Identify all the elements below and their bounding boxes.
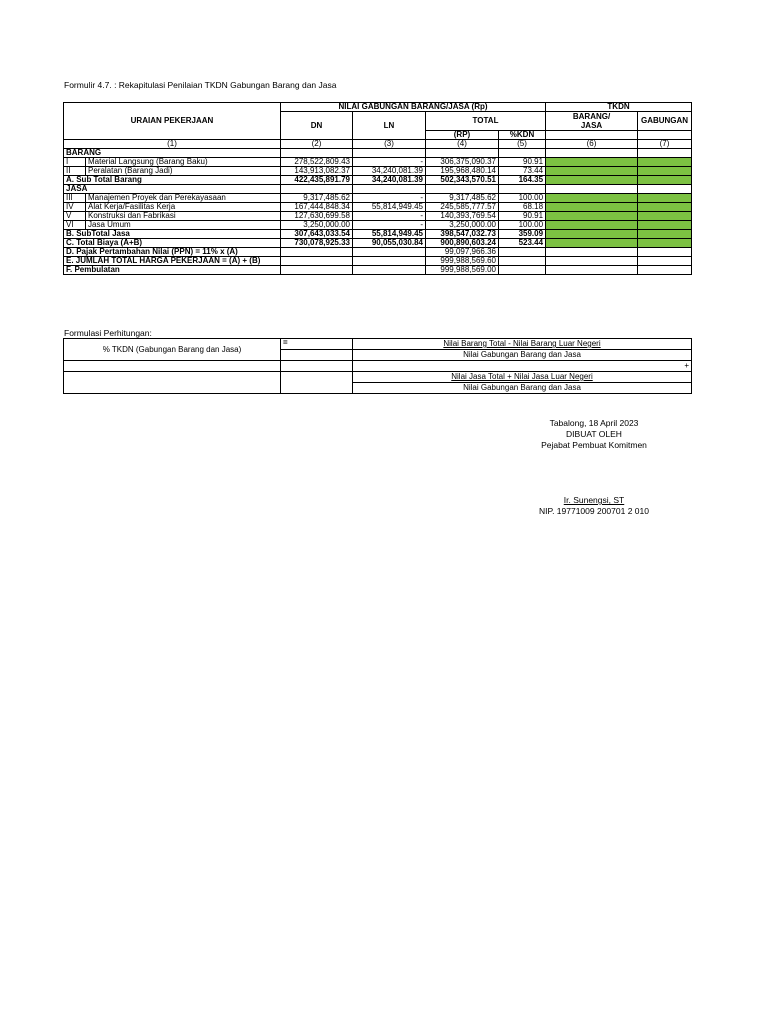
formula-1-numerator: Nilai Barang Total - Nilai Barang Luar Negeri: [353, 339, 692, 350]
section-barang: BARANG: [64, 149, 86, 158]
col-number-7: (7): [638, 140, 692, 149]
header-gabungan: GABUNGAN: [638, 112, 692, 131]
formula-2-numerator: Nilai Jasa Total + Nilai Jasa Luar Negeri: [353, 372, 692, 383]
col-number-4: (4): [426, 140, 499, 149]
header-ln: LN: [353, 112, 426, 140]
tkdn-fill-cell: [546, 230, 638, 239]
plus-sign: +: [353, 361, 692, 372]
header-nilai-gabungan: NILAI GABUNGAN BARANG/JASA (Rp): [281, 103, 546, 112]
header-uraian: URAIAN PEKERJAAN: [64, 103, 281, 140]
tkdn-fill-cell: [638, 167, 692, 176]
tkdn-fill-cell: [546, 203, 638, 212]
formula-table: [63, 338, 692, 394]
table-row: III Manajemen Proyek dan Perekayasaan 9,317,485.62 - 9,317,485.62 100.00: [64, 194, 692, 203]
col-number-5: (5): [499, 140, 546, 149]
header-pkdn: %KDN: [499, 131, 546, 140]
pembulatan-row: F. Pembulatan 999,988,569.00: [64, 266, 692, 275]
formula-1-denominator: Nilai Gabungan Barang dan Jasa: [353, 350, 692, 361]
tkdn-fill-cell: [638, 203, 692, 212]
total-biaya-row: C. Total Biaya (A+B) 730,078,925.33 90,055,030.84 900,890,603.24 523.44: [64, 239, 692, 248]
ppn-row: D. Pajak Pertambahan Nilai (PPN) = 11% x (A) 99,097,966.36: [64, 248, 692, 257]
subtotal-barang-row: A. Sub Total Barang 422,435,891.79 34,240,081.39 502,343,570.51 164.35: [64, 176, 692, 185]
form-title: Formulir 4.7. : Rekapitulasi Penilaian TKDN Gabungan Barang dan Jasa: [64, 80, 337, 90]
header-total: TOTAL: [426, 112, 546, 131]
col-number-2: (2): [281, 140, 353, 149]
tkdn-fill-cell: [638, 158, 692, 167]
signer-name: Ir. Sunengsi, ST: [563, 495, 625, 505]
tkdn-fill-cell: [638, 239, 692, 248]
tkdn-fill-cell: [638, 176, 692, 185]
table-row: IV Alat Kerja/Fasilitas Kerja 167,444,848.34 55,814,949.45 245,585,777.57 68.18: [64, 203, 692, 212]
header-rp: (RP): [426, 131, 499, 140]
made-by: DIBUAT OLEH: [566, 429, 622, 439]
signer-nip: NIP. 19771009 200701 2 010: [539, 506, 649, 516]
formula-label: Formulasi Perhitungan:: [64, 328, 152, 338]
tkdn-fill-cell: [638, 230, 692, 239]
tkdn-fill-cell: [546, 158, 638, 167]
tkdn-fill-cell: [638, 194, 692, 203]
signer-role: Pejabat Pembuat Komitmen: [541, 440, 647, 450]
place-date: Tabalong, 18 April 2023: [549, 418, 639, 428]
header-dn: DN: [281, 112, 353, 140]
header-tkdn: TKDN: [546, 103, 692, 112]
tkdn-fill-cell: [638, 221, 692, 230]
tkdn-fill-cell: [546, 239, 638, 248]
equals-sign: =: [281, 339, 353, 350]
table-row: II Peralatan (Barang Jadi) 143,913,082.37 34,240,081.39 195,968,480.14 73.44: [64, 167, 692, 176]
tkdn-fill-cell: [546, 194, 638, 203]
tkdn-fill-cell: [546, 221, 638, 230]
col-number-3: (3): [353, 140, 426, 149]
table-row: V Konstruksi dan Fabrikasi 127,630,699.58 - 140,393,769.54 90.91: [64, 212, 692, 221]
tkdn-fill-cell: [638, 212, 692, 221]
tkdn-fill-cell: [546, 176, 638, 185]
jumlah-total-row: E. JUMLAH TOTAL HARGA PEKERJAAN = (A) + (B) 999,988,569.60: [64, 257, 692, 266]
col-number-1: (1): [64, 140, 281, 149]
header-barang-jasa: BARANG/ JASA: [546, 112, 638, 131]
table-row: I Material Langsung (Barang Baku) 278,522,809.43 - 306,375,090.37 90.91: [64, 158, 692, 167]
subtotal-jasa-row: B. SubTotal Jasa 307,643,033.54 55,814,949.45 398,547,032.73 359.09: [64, 230, 692, 239]
tkdn-recap-table: [63, 102, 692, 275]
table-row: VI Jasa Umum 3,250,000.00 - 3,250,000.00 100.00: [64, 221, 692, 230]
col-number-6: (6): [546, 140, 638, 149]
tkdn-fill-cell: [546, 212, 638, 221]
formula-2-denominator: Nilai Gabungan Barang dan Jasa: [353, 383, 692, 394]
tkdn-fill-cell: [546, 167, 638, 176]
tkdn-formula-label: % TKDN (Gabungan Barang dan Jasa): [64, 339, 281, 361]
section-jasa: JASA: [64, 185, 86, 194]
